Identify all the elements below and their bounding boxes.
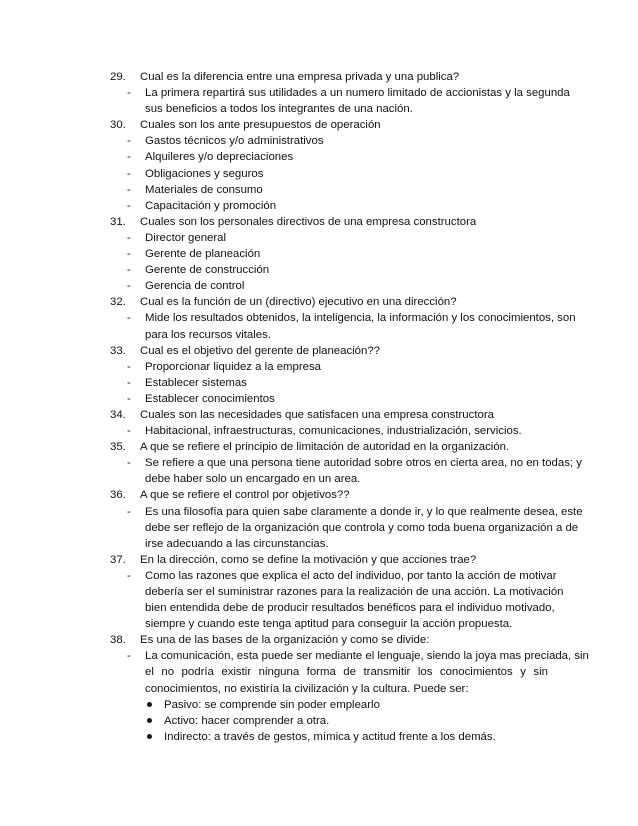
question-text: Cuales son los personales directivos de una empresa constructora	[140, 215, 477, 228]
answer-line: Gerente de planeación	[145, 248, 261, 261]
dash-marker: -	[127, 167, 131, 180]
dash-marker: -	[127, 87, 131, 100]
answer-item	[110, 648, 589, 696]
answer-line: irse adecuando a las circunstancias.	[145, 537, 329, 550]
answer-item	[110, 310, 576, 342]
answer-line: debería ser el suministrar razones para la realización de una acción. La motivación	[145, 586, 564, 598]
question	[110, 117, 548, 133]
answer-item	[110, 455, 582, 487]
answer-line: Gerente de construcción	[145, 264, 270, 277]
bullet-item	[110, 697, 548, 713]
answer-line: Proporcionar liquidez a la empresa	[145, 360, 322, 373]
answer-line: Gastos técnicos y/o administrativos	[145, 135, 324, 148]
dash-marker: -	[127, 248, 131, 261]
bullet-dot-icon	[147, 734, 152, 739]
answer-line: Establecer sistemas	[145, 376, 247, 389]
answer-line: Obligaciones y seguros	[145, 167, 264, 180]
dash-marker: -	[127, 425, 131, 438]
dash-marker: -	[127, 569, 131, 582]
question-number: 33.	[110, 344, 126, 357]
dash-marker: -	[127, 457, 131, 470]
answer-item	[110, 568, 564, 632]
question-text: Es una de las bases de la organización y como se divide:	[140, 634, 430, 647]
bullet-item	[110, 713, 548, 729]
answer-line: bien entendida debe de producir resultados benéficos para el individuo motivado,	[145, 602, 555, 615]
question-text: Cual es la diferencia entre una empresa privada y una publica?	[140, 71, 460, 83]
answer-item	[110, 375, 548, 391]
dash-marker: -	[127, 199, 131, 212]
answer-line: debe ser reflejo de la organización que controla y como toda buena organización a de	[145, 521, 579, 534]
answer-line: Materiales de consumo	[145, 183, 263, 196]
answer-item	[110, 423, 548, 439]
question-number: 34.	[110, 408, 126, 421]
question-text: Cuales son los ante presupuestos de operación	[140, 119, 381, 132]
answer-line: Es una filosofía para quien sabe claramente a donde ir, y lo que realmente desea, este	[145, 505, 583, 518]
dash-marker: -	[127, 135, 131, 148]
dash-marker: -	[127, 392, 131, 405]
answer-line: conocimientos, no existiría la civilización y la cultura. Puede ser:	[145, 682, 469, 695]
answer-item	[110, 278, 548, 294]
answer-item	[110, 504, 583, 552]
answer-line: para los recursos vitales.	[145, 328, 271, 341]
question	[110, 487, 548, 503]
question-text: Cual es el objetivo del gerente de planeación??	[140, 344, 381, 357]
document-page	[110, 69, 589, 745]
question-text: A que se refiere el principio de limitación de autoridad en la organización.	[140, 441, 510, 454]
question-number: 35.	[110, 441, 126, 454]
answer-item	[110, 359, 548, 375]
question	[110, 407, 548, 423]
question-text: Cual es la función de un (directivo) ejecutivo en una dirección?	[140, 296, 457, 309]
answer-item	[110, 133, 548, 149]
answer-line: sus beneficios a todos los integrantes de una nación.	[145, 103, 413, 116]
question	[110, 439, 548, 455]
bullet-dot-icon	[147, 702, 152, 707]
question-text: Cuales son las necesidades que satisfacen una empresa constructora	[140, 408, 494, 421]
dash-marker: -	[127, 151, 131, 164]
answer-line: Como las razones que explica el acto del individuo, por tanto la acción de motivar	[145, 569, 557, 582]
bullet-text: Indirecto: a través de gestos, mímica y actitud frente a los demás.	[164, 730, 496, 743]
answer-line: Mide los resultados obtenidos, la inteligencia, la información y los conocimientos, son	[145, 312, 576, 325]
answer-item	[110, 182, 548, 198]
question	[110, 214, 548, 230]
answer-line: Habitacional, infraestructuras, comunicaciones, industrialización, servicios.	[145, 425, 522, 438]
answer-line: Capacitación y promoción	[145, 199, 277, 212]
answer-item	[110, 166, 548, 182]
answer-line: La primera repartirá sus utilidades a un numero limitado de accionistas y la segunda	[145, 87, 570, 100]
answer-item	[110, 262, 548, 278]
dash-marker: -	[127, 505, 131, 518]
question	[110, 69, 548, 85]
answer-line: Alquileres y/o depreciaciones	[145, 151, 294, 164]
answer-item	[110, 246, 548, 262]
bullet-text: Pasivo: se comprende sin poder emplearlo	[164, 698, 380, 711]
answer-item	[110, 149, 548, 165]
dash-marker: -	[127, 183, 131, 196]
question-number: 31.	[110, 215, 126, 228]
answer-line: Gerencia de control	[145, 280, 245, 293]
question	[110, 552, 548, 568]
question	[110, 294, 548, 310]
question	[110, 632, 548, 648]
answer-line: Director general	[145, 231, 227, 244]
question-number: 32.	[110, 296, 126, 309]
question-text: En la dirección, como se define la motivación y que acciones trae?	[140, 553, 477, 566]
dash-marker: -	[127, 312, 131, 325]
dash-marker: -	[127, 280, 131, 293]
answer-item	[110, 391, 548, 407]
dash-marker: -	[127, 650, 131, 663]
dash-marker: -	[127, 264, 131, 277]
question-number: 29.	[110, 71, 126, 83]
bullet-dot-icon	[147, 718, 152, 723]
question-number: 36.	[110, 489, 126, 502]
answer-line: siempre y cuando este tenga aptitud para conseguir la acción propuesta.	[145, 618, 513, 631]
question-number: 37.	[110, 553, 126, 566]
answer-item	[110, 85, 570, 117]
question-number: 38.	[110, 634, 126, 647]
answer-line: debe haber solo un encargado en un area.	[145, 473, 361, 486]
bullet-text: Activo: hacer comprender a otra.	[164, 714, 330, 727]
bullet-item	[110, 729, 548, 745]
question	[110, 343, 548, 359]
answer-line: La comunicación, esta puede ser mediante el lenguaje, siendo la joya mas preciada, sin	[145, 650, 589, 663]
dash-marker: -	[127, 360, 131, 373]
answer-line: Se refiere a que una persona tiene autoridad sobre otros en cierta area, no en todas; y	[145, 457, 582, 470]
question-text: A que se refiere el control por objetivos??	[140, 489, 350, 502]
answer-line: el no podría existir ninguna forma de transmitir los conocimientos y sin	[145, 666, 548, 679]
question-number: 30.	[110, 119, 126, 132]
dash-marker: -	[127, 376, 131, 389]
dash-marker: -	[127, 231, 131, 244]
answer-item	[110, 230, 548, 246]
answer-line: Establecer conocimientos	[145, 392, 275, 405]
answer-item	[110, 198, 548, 214]
